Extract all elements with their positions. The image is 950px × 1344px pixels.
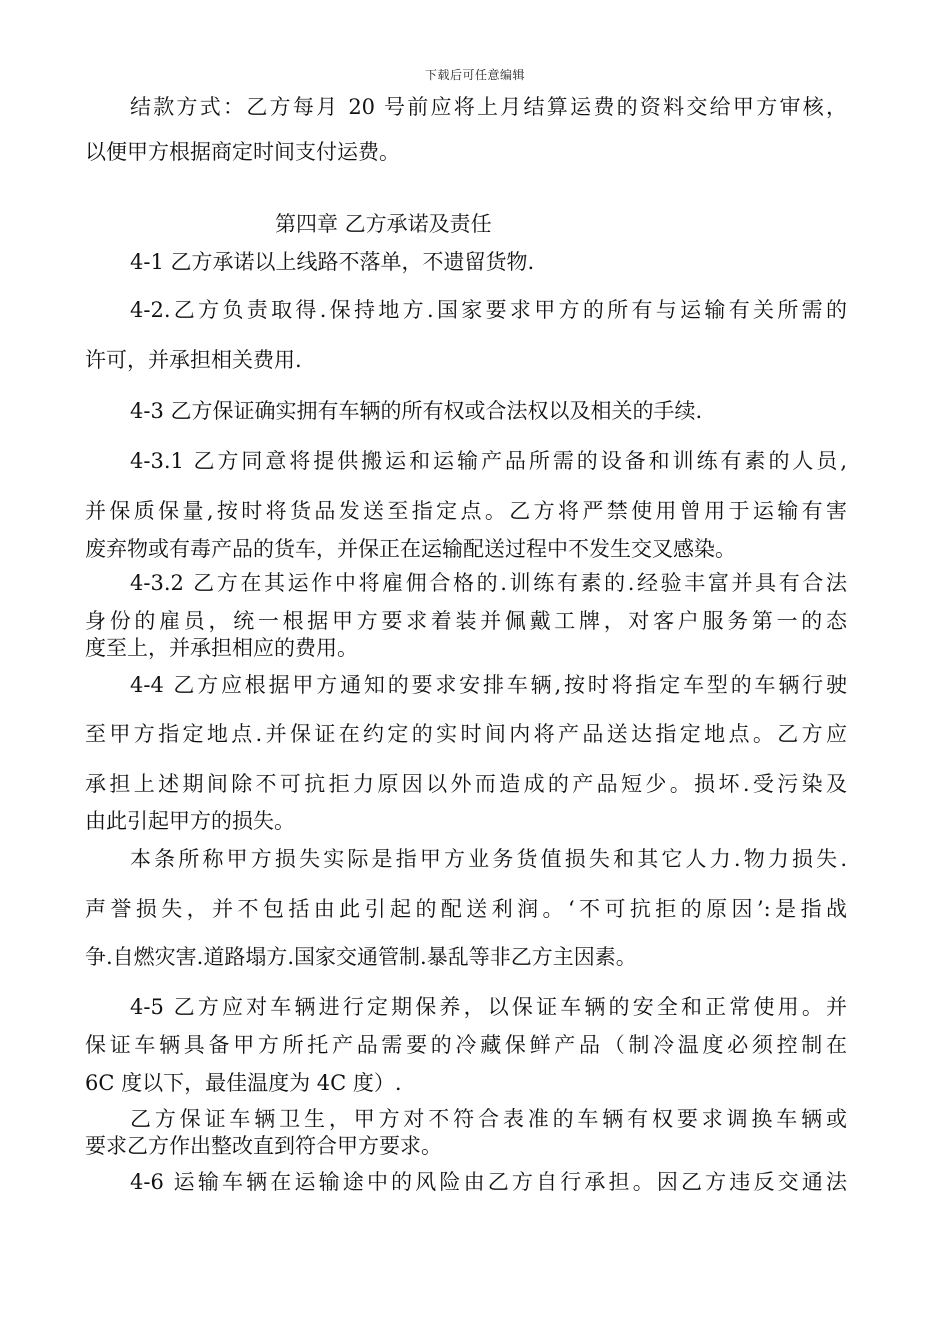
clause-4-4-line-4: 由此引起甲方的损失。 — [85, 809, 295, 833]
clause-4-5-line-3: 6C 度以下，最佳温度为 4C 度）. — [85, 1071, 402, 1095]
clause-4-1: 4-1 乙方承诺以上线路不落单，不遗留货物. — [130, 250, 535, 274]
clause-4-3-1-line-3: 废弃物或有毒产品的货车，并保正在运输配送过程中不发生交叉感染。 — [85, 537, 736, 561]
clause-4-2-line-1: 4-2.乙方负责取得.保持地方.国家要求甲方的所有与运输有关所需的 — [130, 298, 847, 322]
clause-4-3-1-line-2: 并保质保量,按时将货品发送至指定点。乙方将严禁使用曾用于运输有害 — [85, 499, 847, 523]
clause-4-6-line-1: 4-6 运输车辆在运输途中的风险由乙方自行承担。因乙方违反交通法 — [130, 1170, 847, 1194]
hygiene-paragraph-line-1: 乙方保证车辆卫生，甲方对不符合表准的车辆有权要求调换车辆或 — [130, 1107, 847, 1131]
clause-4-3-2-line-1: 4-3.2 乙方在其运作中将雇佣合格的.训练有素的.经验丰富并具有合法 — [130, 571, 847, 595]
settlement-paragraph-line-1: 结款方式：乙方每月 20 号前应将上月结算运费的资料交给甲方审核， — [130, 95, 847, 119]
settlement-paragraph-line-2: 以便甲方根据商定时间支付运费。 — [85, 140, 400, 164]
clause-4-3-1-line-1: 4-3.1 乙方同意将提供搬运和运输产品所需的设备和训练有素的人员, — [130, 449, 847, 473]
loss-definition-line-1: 本条所称甲方损失实际是指甲方业务货值损失和其它人力.物力损失. — [130, 847, 847, 871]
clause-4-3: 4-3 乙方保证确实拥有车辆的所有权或合法权以及相关的手续. — [130, 399, 703, 423]
clause-4-5-line-2: 保证车辆具备甲方所托产品需要的冷藏保鲜产品（制冷温度必须控制在 — [85, 1033, 847, 1057]
loss-definition-line-3: 争.自燃灾害.道路塌方.国家交通管制.暴乱等非乙方主因素。 — [85, 945, 637, 969]
clause-4-2-line-2: 许可，并承担相关费用. — [85, 348, 302, 372]
loss-definition-line-2: 声誉损失，并不包括由此引起的配送利润。‘不可抗拒的原因’:是指战 — [85, 897, 847, 921]
clause-4-4-line-3: 承担上述期间除不可抗拒力原因以外而造成的产品短少。损坏.受污染及 — [85, 772, 847, 796]
clause-4-5-line-1: 4-5 乙方应对车辆进行定期保养，以保证车辆的安全和正常使用。并 — [130, 995, 847, 1019]
clause-4-4-line-1: 4-4 乙方应根据甲方通知的要求安排车辆,按时将指定车型的车辆行驶 — [130, 673, 847, 697]
clause-4-4-line-2: 至甲方指定地点.并保证在约定的实时间内将产品送达指定地点。乙方应 — [85, 722, 847, 746]
clause-4-3-2-line-3: 度至上，并承担相应的费用。 — [85, 636, 358, 660]
download-edit-note: 下载后可任意编辑 — [424, 68, 525, 82]
clause-4-3-2-line-2: 身份的雇员，统一根据甲方要求着装并佩戴工牌，对客户服务第一的态 — [85, 609, 847, 633]
hygiene-paragraph-line-2: 要求乙方作出整改直到符合甲方要求。 — [85, 1134, 442, 1158]
chapter-title: 第四章 乙方承诺及责任 — [275, 212, 492, 236]
